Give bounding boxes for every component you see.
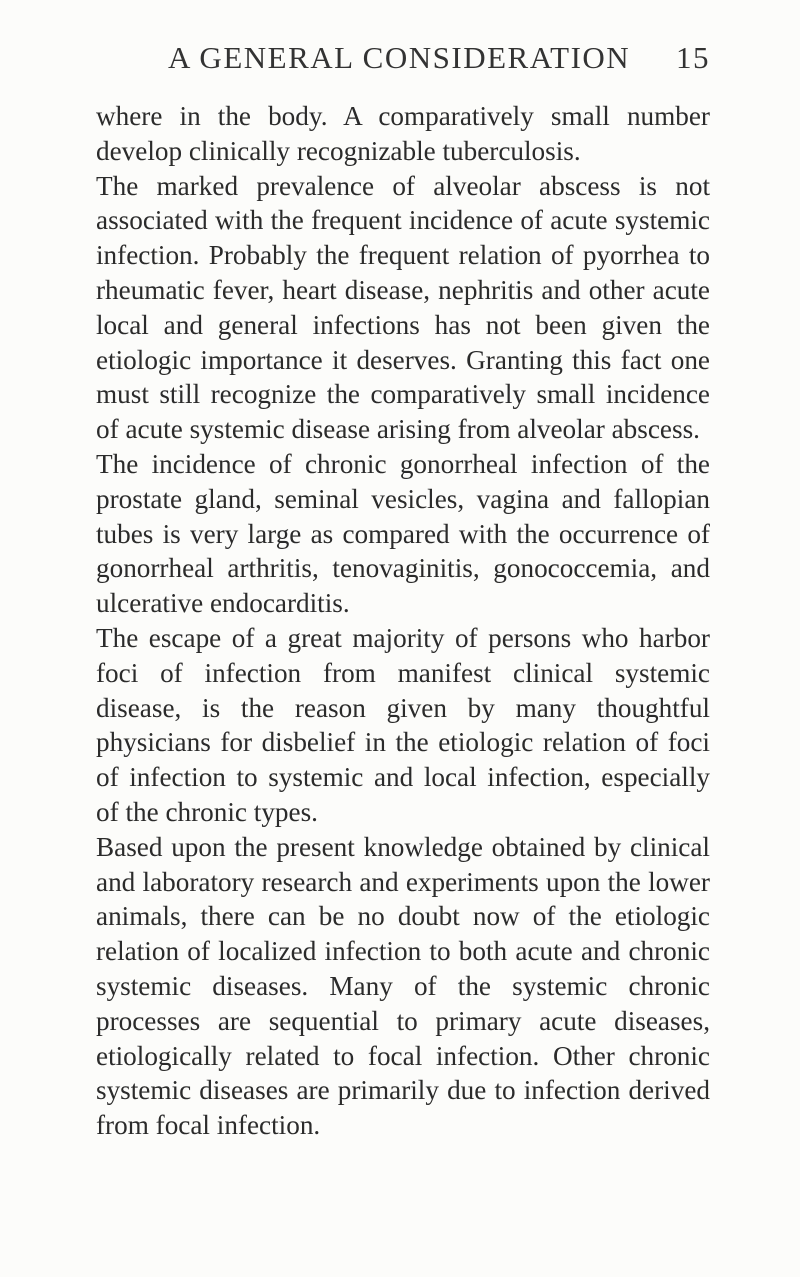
running-head: [168, 40, 710, 84]
chapter-title: A GENERAL CONSIDERATION: [168, 40, 631, 75]
paragraph-alveolar-abscess: The marked prevalence of alveolar abscess is not associated with the frequent incidence of acute systemic infection. Probably the frequent relation of pyorrhea to rheumatic fever, heart disease, nephritis and other acute local and general infections has not been given the etiologic importance it deserves. Granting this fact one must still recognize the comparatively small incidence of acute systemic disease arising from alveolar abscess.: [96, 170, 710, 445]
paragraph-continuation: where in the body. A comparatively small number develop clinically recognizable tuberculosis.: [96, 101, 710, 166]
paragraph-escape-majority: The escape of a great majority of persons who harbor foci of infection from manifest clinical systemic disease, is the reason given by many thoughtful physicians for disbelief in the etiologic relation of foci of infection to systemic and local infection, especially of the chronic types.: [96, 622, 710, 827]
page-number: 15: [676, 40, 710, 75]
body-text: [96, 99, 710, 1143]
paragraph-present-knowledge: Based upon the present knowledge obtained by clinical and laboratory research and experiments upon the lower animals, there can be no doubt now of the etiologic relation of localized infection to both acute and chronic systemic diseases. Many of the systemic chronic processes are sequential to primary acute diseases, etiologically related to focal infection. Other chronic systemic diseases are primarily due to infection derived from focal infection.: [96, 831, 710, 1141]
paragraph-gonorrheal-infection: The incidence of chronic gonorrheal infection of the prostate gland, seminal vesicles, vagina and fallopian tubes is very large as compared with the occurrence of gonorrheal arthritis, tenovaginitis, gonococcemia, and ulcerative endocarditis.: [96, 448, 710, 619]
